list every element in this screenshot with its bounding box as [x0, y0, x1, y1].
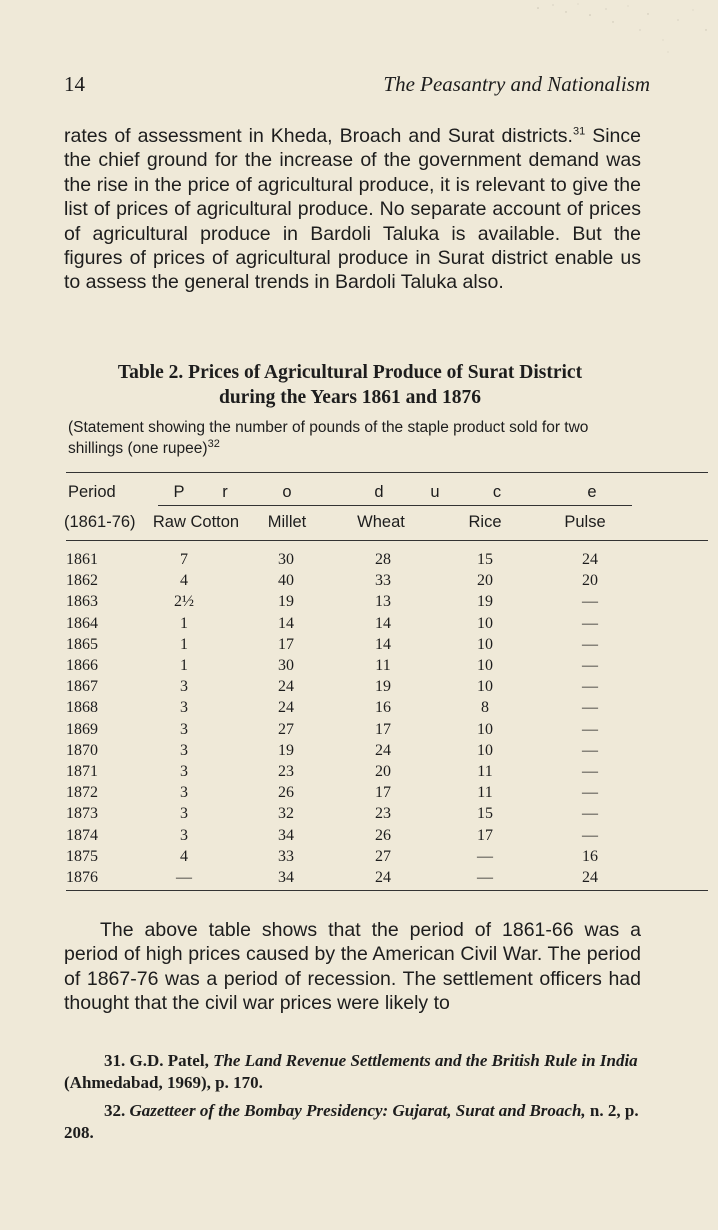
header-rice: Rice: [468, 513, 502, 531]
footnote-pub: n. 2, p. 208.: [64, 1101, 639, 1142]
table-row: [0, 761, 718, 782]
cell-rice: 8: [481, 699, 489, 717]
header-produce-r: r: [222, 483, 228, 501]
header-produce-e: e: [587, 483, 597, 501]
cell-millet: 17: [278, 635, 294, 653]
cell-wheat: 19: [375, 678, 391, 696]
cell-raw-cotton: 3: [180, 784, 188, 802]
header-wheat: Wheat: [357, 513, 405, 531]
table-row: [0, 803, 718, 824]
cell-wheat: 17: [375, 784, 391, 802]
statement-text: (Statement showing the number of pounds of the staple product sold for two shillings (one rupee): [68, 419, 589, 457]
cell-year: 1864: [66, 614, 98, 632]
cell-millet: 34: [278, 826, 294, 844]
cell-year: 1867: [66, 678, 98, 696]
cell-pulse: —: [582, 741, 598, 759]
cell-rice: 10: [477, 614, 493, 632]
footnote-ref-32: 32: [207, 437, 220, 450]
cell-rice: 17: [477, 826, 493, 844]
cell-year: 1870: [66, 741, 98, 759]
table-row: [0, 676, 718, 697]
produce-span-rule: [158, 505, 632, 506]
cell-pulse: 24: [582, 869, 598, 886]
cell-wheat: 23: [375, 805, 391, 823]
page-number: 14: [64, 72, 85, 96]
cell-raw-cotton: 1: [180, 614, 188, 632]
table-top-rule: [66, 472, 708, 473]
cell-raw-cotton: 4: [180, 847, 188, 865]
cell-millet: 27: [278, 720, 294, 738]
table-bottom-rule: [66, 890, 708, 891]
header-raw-cotton: Raw Cotton: [152, 513, 240, 531]
table-row: [0, 867, 718, 888]
cell-wheat: 14: [375, 614, 391, 632]
footnote-pub: (Ahmedabad, 1969), p. 170.: [64, 1072, 263, 1092]
footnote-num: 31.: [104, 1051, 126, 1070]
cell-wheat: 17: [375, 720, 391, 738]
header-pulse: Pulse: [564, 513, 606, 531]
footnote-title: Gazetteer of the Bombay Presidency: Gujarat, Surat and Broach,: [129, 1101, 586, 1120]
body-paragraph-text: The above table shows that the period of 1861-66 was a period of high prices caused by the American Civil War. The period of 1867-76 was a period of recession. The settlement officers had thought that the civil war prices were likely to: [64, 919, 641, 1015]
cell-millet: 19: [278, 593, 294, 611]
cell-rice: 19: [477, 593, 493, 611]
cell-year: 1868: [66, 699, 98, 717]
cell-raw-cotton: 3: [180, 826, 188, 844]
cell-rice: 11: [477, 784, 493, 802]
table-statement: [68, 418, 640, 459]
header-millet: Millet: [267, 513, 307, 531]
table-row: [0, 591, 718, 612]
intro-text-cont: Since the chief ground for the increase of the government demand was the rise in the price of agricultural produce, it is relevant to give the list of prices of agricultural produce. No separate account of prices of agricultural produce in Bardoli Taluka is available. But the figures of prices of agricultural produce in Surat district enable us to assess the general trends in Bardoli Taluka also.: [64, 125, 641, 294]
cell-raw-cotton: 3: [180, 699, 188, 717]
cell-rice: 10: [477, 635, 493, 653]
cell-wheat: 13: [375, 593, 391, 611]
cell-raw-cotton: 3: [180, 741, 188, 759]
cell-millet: 30: [278, 657, 294, 674]
cell-year: 1866: [66, 657, 98, 674]
cell-pulse: 16: [582, 847, 598, 865]
table-title-line1: Table 2. Prices of Agricultural Produce of Surat District: [117, 362, 583, 383]
cell-wheat: 24: [375, 869, 391, 886]
cell-pulse: —: [582, 699, 598, 717]
table-title: [70, 360, 630, 410]
table-row: [0, 740, 718, 761]
header-produce-c: c: [492, 483, 502, 501]
cell-wheat: 28: [375, 551, 391, 568]
intro-text: rates of assessment in Kheda, Broach and Surat districts.: [64, 125, 573, 147]
table-row: [0, 570, 718, 591]
cell-year: 1876: [66, 869, 98, 886]
cell-millet: 24: [278, 678, 294, 696]
table-row: [0, 719, 718, 740]
cell-raw-cotton: 3: [180, 763, 188, 780]
header-produce-d: d: [374, 483, 384, 501]
cell-year: 1861: [66, 551, 98, 568]
table-row: [0, 782, 718, 803]
cell-rice: —: [477, 847, 493, 865]
cell-pulse: —: [582, 678, 598, 696]
cell-wheat: 14: [375, 635, 391, 653]
cell-year: 1862: [66, 572, 98, 590]
cell-rice: 10: [477, 657, 493, 674]
cell-wheat: 16: [375, 699, 391, 717]
cell-raw-cotton: 7: [180, 551, 188, 568]
intro-paragraph: [64, 124, 641, 295]
table-row: [0, 697, 718, 718]
cell-raw-cotton: 2½: [174, 593, 194, 611]
cell-wheat: 24: [375, 741, 391, 759]
table-row: [0, 846, 718, 867]
cell-wheat: 33: [375, 572, 391, 590]
cell-pulse: 24: [582, 551, 598, 568]
footnote-title: The Land Revenue Settlements and the British Rule in India: [213, 1051, 638, 1070]
cell-year: 1869: [66, 720, 98, 738]
cell-rice: 15: [477, 805, 493, 823]
cell-rice: 15: [477, 551, 493, 568]
cell-millet: 40: [278, 572, 294, 590]
cell-millet: 33: [278, 847, 294, 865]
page-header: [64, 72, 650, 106]
cell-rice: 20: [477, 572, 493, 590]
cell-millet: 34: [278, 869, 294, 886]
table-row: [0, 655, 718, 676]
cell-year: 1874: [66, 826, 98, 844]
cell-pulse: —: [582, 784, 598, 802]
cell-rice: 11: [477, 763, 493, 780]
cell-year: 1873: [66, 805, 98, 823]
cell-millet: 24: [278, 699, 294, 717]
header-produce-o: o: [282, 483, 292, 501]
cell-raw-cotton: 1: [180, 657, 188, 674]
cell-millet: 26: [278, 784, 294, 802]
footnote-num: 32.: [104, 1101, 126, 1120]
table-row: [0, 613, 718, 634]
header-period: Period: [68, 483, 116, 501]
cell-millet: 19: [278, 741, 294, 759]
cell-raw-cotton: 3: [180, 805, 188, 823]
cell-year: 1872: [66, 784, 98, 802]
cell-pulse: —: [582, 657, 598, 674]
cell-millet: 14: [278, 614, 294, 632]
cell-pulse: —: [582, 720, 598, 738]
cell-wheat: 11: [375, 657, 391, 674]
header-period-range: (1861-76): [64, 513, 136, 531]
cell-pulse: —: [582, 826, 598, 844]
cell-millet: 23: [278, 763, 294, 780]
running-title: The Peasantry and Nationalism: [383, 72, 650, 96]
cell-wheat: 26: [375, 826, 391, 844]
cell-pulse: —: [582, 593, 598, 611]
cell-year: 1875: [66, 847, 98, 865]
cell-rice: —: [477, 869, 493, 886]
cell-pulse: —: [582, 635, 598, 653]
cell-wheat: 27: [375, 847, 391, 865]
cell-year: 1865: [66, 635, 98, 653]
cell-rice: 10: [477, 741, 493, 759]
table-title-line2: during the Years 1861 and 1876: [218, 387, 481, 408]
header-produce-p: P: [173, 483, 185, 501]
cell-raw-cotton: 4: [180, 572, 188, 590]
table-row: [0, 549, 718, 570]
cell-year: 1863: [66, 593, 98, 611]
footnotes: [64, 1050, 644, 1150]
cell-wheat: 20: [375, 763, 391, 780]
cell-raw-cotton: 1: [180, 635, 188, 653]
cell-pulse: 20: [582, 572, 598, 590]
cell-millet: 32: [278, 805, 294, 823]
cell-millet: 30: [278, 551, 294, 568]
table-row: [0, 825, 718, 846]
cell-raw-cotton: 3: [180, 678, 188, 696]
body-paragraph: [64, 918, 641, 1016]
table-header-rule: [66, 540, 708, 541]
cell-year: 1871: [66, 763, 98, 780]
cell-raw-cotton: —: [176, 869, 192, 886]
footnote-32: [64, 1100, 644, 1143]
header-produce-u: u: [430, 483, 440, 501]
cell-rice: 10: [477, 678, 493, 696]
cell-pulse: —: [582, 805, 598, 823]
cell-rice: 10: [477, 720, 493, 738]
footnote-author: G.D. Patel,: [129, 1051, 214, 1070]
paper-speckle: [518, 0, 718, 60]
cell-pulse: —: [582, 614, 598, 632]
cell-raw-cotton: 3: [180, 720, 188, 738]
cell-pulse: —: [582, 763, 598, 780]
footnote-31: [64, 1050, 644, 1093]
footnote-ref-31: 31: [572, 125, 586, 138]
table-row: [0, 634, 718, 655]
